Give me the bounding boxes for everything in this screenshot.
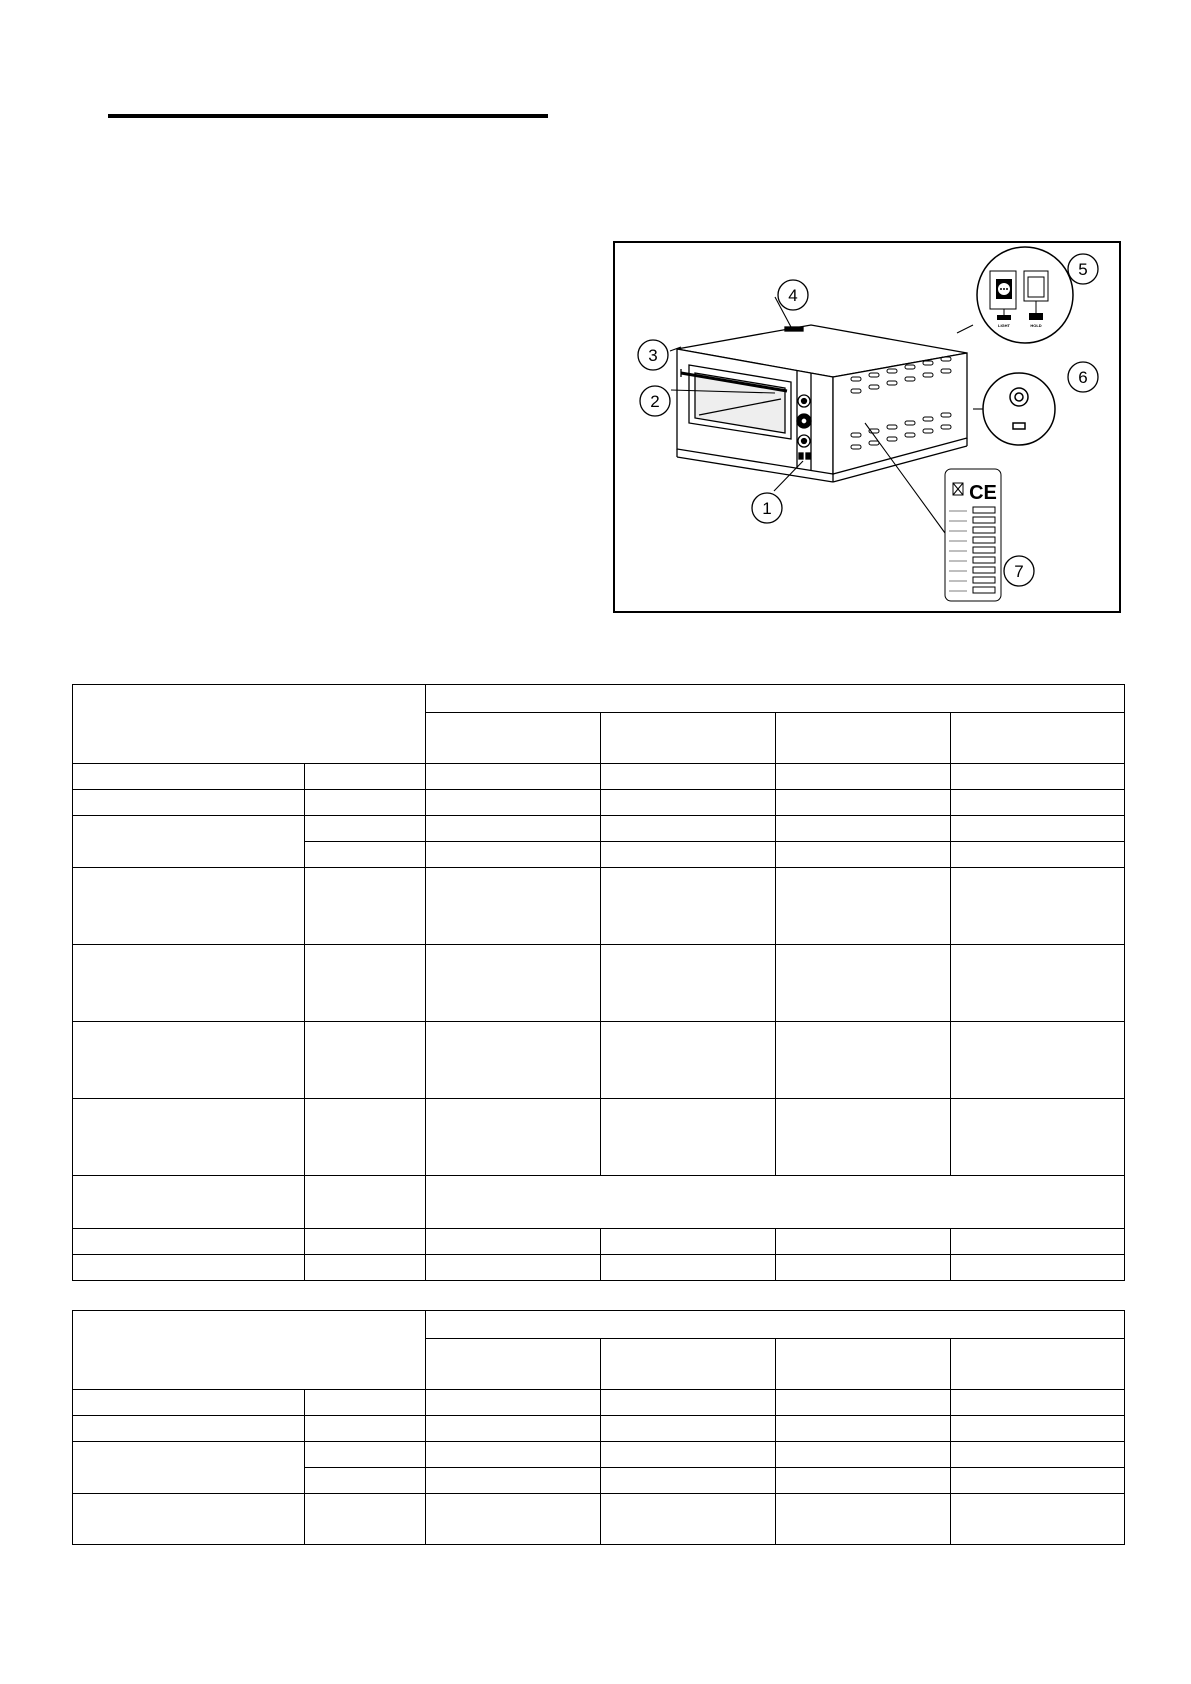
table-cell <box>951 1229 1125 1255</box>
table-cell <box>776 1494 951 1545</box>
table-cell <box>776 1229 951 1255</box>
table-cell <box>305 1176 426 1229</box>
oven-illustration <box>615 243 1119 611</box>
table-cell <box>426 685 1125 713</box>
table-cell <box>73 764 305 790</box>
spec-table-2 <box>72 1310 1125 1545</box>
table-cell <box>601 842 776 868</box>
table-row <box>73 1494 1125 1545</box>
callout-5 <box>1068 254 1098 284</box>
table-row <box>73 1311 1125 1339</box>
table-cell <box>601 713 776 764</box>
table-cell <box>305 868 426 945</box>
table-cell <box>601 1390 776 1416</box>
oven-figure <box>613 241 1121 613</box>
table-cell <box>776 764 951 790</box>
table-cell <box>776 1416 951 1442</box>
table-cell <box>73 1494 305 1545</box>
terminal-icon <box>1013 423 1025 429</box>
svg-text:1: 1 <box>762 499 772 518</box>
table-cell <box>305 1022 426 1099</box>
table-cell <box>951 1099 1125 1176</box>
table-cell <box>73 1442 305 1494</box>
table-cell <box>951 764 1125 790</box>
table-cell <box>601 816 776 842</box>
svg-text:7: 7 <box>1014 562 1024 581</box>
table-cell <box>426 1339 601 1390</box>
table-cell <box>601 868 776 945</box>
table-cell <box>951 1468 1125 1494</box>
table-cell <box>305 842 426 868</box>
table-cell <box>601 1229 776 1255</box>
table-cell <box>951 1255 1125 1281</box>
table-row <box>73 1099 1125 1176</box>
table-cell <box>73 945 305 1022</box>
table-cell <box>776 1468 951 1494</box>
table-cell <box>601 1022 776 1099</box>
table-cell <box>305 764 426 790</box>
table-cell <box>951 1416 1125 1442</box>
svg-text:5: 5 <box>1078 260 1088 279</box>
table-cell <box>305 945 426 1022</box>
table-cell <box>951 1022 1125 1099</box>
callout-7 <box>1004 556 1034 586</box>
table-cell <box>426 713 601 764</box>
table-row <box>73 1255 1125 1281</box>
table-row <box>73 1390 1125 1416</box>
table-cell <box>73 685 426 764</box>
table-cell <box>601 1442 776 1468</box>
title-underline <box>108 114 548 118</box>
table-cell <box>951 1339 1125 1390</box>
svg-text:2: 2 <box>650 392 660 411</box>
table-cell <box>601 790 776 816</box>
callout-3 <box>638 340 668 370</box>
table-cell <box>73 1176 305 1229</box>
table-cell <box>951 1494 1125 1545</box>
table-cell <box>426 1494 601 1545</box>
table-cell <box>601 1468 776 1494</box>
table-cell <box>601 945 776 1022</box>
table-cell <box>951 816 1125 842</box>
table-cell <box>426 945 601 1022</box>
table-cell <box>305 1416 426 1442</box>
callout-6 <box>1068 362 1098 392</box>
table-cell <box>951 713 1125 764</box>
table-cell <box>305 1494 426 1545</box>
table-cell <box>73 1390 305 1416</box>
table-cell <box>73 868 305 945</box>
callout-1 <box>752 493 782 523</box>
table-cell <box>951 1442 1125 1468</box>
table-cell <box>426 1176 1125 1229</box>
table-cell <box>776 945 951 1022</box>
table-cell <box>776 713 951 764</box>
table-row <box>73 1229 1125 1255</box>
light-label: LIGHT <box>998 323 1010 328</box>
table-row <box>73 945 1125 1022</box>
spec-table-1 <box>72 684 1125 1281</box>
table-cell <box>426 1442 601 1468</box>
table-cell <box>776 868 951 945</box>
table-cell <box>426 1390 601 1416</box>
callout-4 <box>778 280 808 310</box>
table-cell <box>951 945 1125 1022</box>
table-row <box>73 790 1125 816</box>
table-row <box>73 868 1125 945</box>
table-cell <box>305 1229 426 1255</box>
table-cell <box>305 790 426 816</box>
table-cell <box>601 1416 776 1442</box>
table-row <box>73 816 1125 842</box>
table-cell <box>776 1022 951 1099</box>
table-cell <box>73 1022 305 1099</box>
table-cell <box>776 1339 951 1390</box>
callout-2 <box>640 386 670 416</box>
table-cell <box>305 1468 426 1494</box>
table-cell <box>73 1099 305 1176</box>
table-cell <box>426 1468 601 1494</box>
table-cell <box>426 1311 1125 1339</box>
table-cell <box>951 1390 1125 1416</box>
table-cell <box>426 868 601 945</box>
table-cell <box>601 1255 776 1281</box>
table-cell <box>305 1099 426 1176</box>
table-cell <box>776 1390 951 1416</box>
table-cell <box>601 1099 776 1176</box>
table-cell <box>305 1255 426 1281</box>
table-row <box>73 1442 1125 1468</box>
table-cell <box>426 1255 601 1281</box>
table-row <box>73 1022 1125 1099</box>
table-row <box>73 1176 1125 1229</box>
table-cell <box>426 790 601 816</box>
svg-text:6: 6 <box>1078 368 1088 387</box>
table-cell <box>305 1442 426 1468</box>
table-row <box>73 685 1125 713</box>
table-cell <box>776 1099 951 1176</box>
table-cell <box>601 1494 776 1545</box>
table-row <box>73 1416 1125 1442</box>
table-cell <box>426 1099 601 1176</box>
table-cell <box>776 1255 951 1281</box>
table-cell <box>73 816 305 868</box>
table-cell <box>426 1416 601 1442</box>
svg-text:3: 3 <box>648 346 658 365</box>
table-cell <box>951 842 1125 868</box>
table-cell <box>73 790 305 816</box>
table-cell <box>776 816 951 842</box>
table-cell <box>601 1339 776 1390</box>
table-cell <box>776 842 951 868</box>
table-cell <box>426 842 601 868</box>
table-cell <box>426 1022 601 1099</box>
ce-mark: CE <box>969 482 997 504</box>
table-cell <box>73 1416 305 1442</box>
table-cell <box>426 816 601 842</box>
hold-label: HOLD <box>1030 323 1042 328</box>
table-cell <box>776 1442 951 1468</box>
table-cell <box>73 1311 426 1390</box>
terminal-inset <box>983 373 1055 445</box>
table-row <box>73 764 1125 790</box>
table-cell <box>426 1229 601 1255</box>
table-cell <box>73 1229 305 1255</box>
table-cell <box>601 764 776 790</box>
svg-text:4: 4 <box>788 286 798 305</box>
table-cell <box>426 764 601 790</box>
table-cell <box>951 790 1125 816</box>
table-cell <box>305 1390 426 1416</box>
socket-inset <box>977 247 1073 343</box>
table-cell <box>776 790 951 816</box>
table-cell <box>305 816 426 842</box>
table-cell <box>951 868 1125 945</box>
table-cell <box>73 1255 305 1281</box>
